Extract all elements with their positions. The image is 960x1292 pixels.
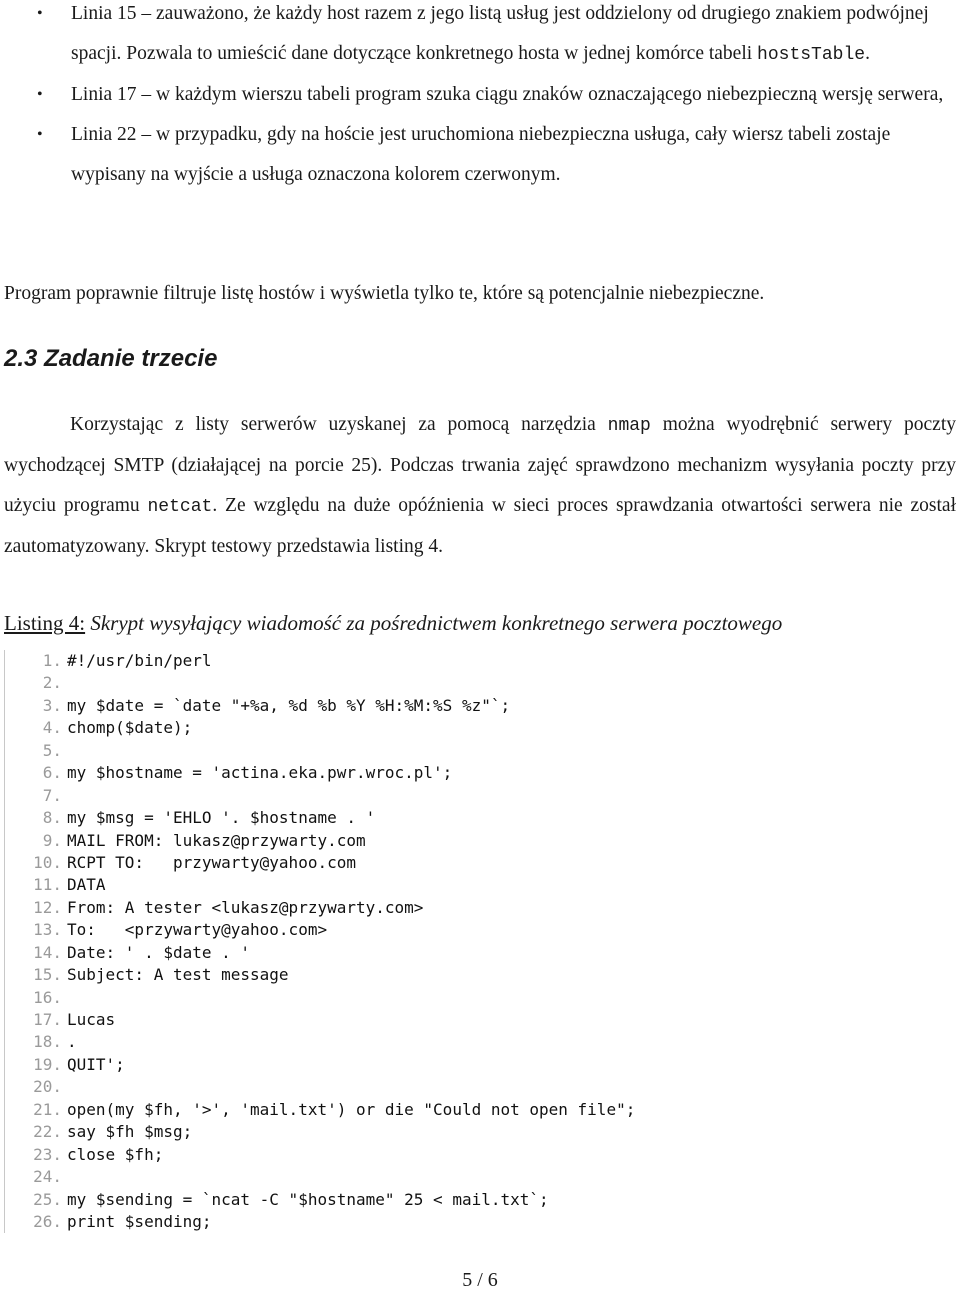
bullet-text: – w przypadku, gdy na hoście jest uruchomiona niebezpieczna usługa, cały wiersz tabeli zostaje wypisany na wyjście a usługa oznaczona kolorem czerwonym. [71, 124, 891, 185]
code-line [5, 1166, 905, 1188]
code-text: Lucas [67, 1010, 116, 1029]
line-number: 7. [42, 785, 62, 805]
line-number: 17. [33, 1010, 62, 1029]
code-line [5, 874, 905, 896]
line-number: 6. [42, 763, 62, 783]
summary-paragraph: Program poprawnie filtruje listę hostów i wyświetla tylko te, które są potencjalnie niebezpieczne. [4, 283, 765, 304]
line-number: 21. [33, 1099, 62, 1119]
line-number: 3. [42, 695, 62, 715]
code-text: chomp($date); [67, 718, 193, 738]
inline-code: hostsTable [757, 45, 866, 65]
bullet-dot-icon: • [37, 126, 43, 143]
code-listing [4, 650, 905, 1233]
code-text: . [67, 1032, 77, 1052]
code-line [5, 897, 905, 919]
code-text: Date: ' . $date . ' [67, 942, 251, 962]
code-line [5, 1211, 905, 1233]
code-text: RCPT TO: przywarty@yahoo.com [67, 852, 356, 872]
code-line [5, 1144, 905, 1166]
code-text: close $fh; [67, 1144, 164, 1164]
line-number: 22. [33, 1122, 62, 1142]
line-number: 16. [33, 987, 62, 1007]
line-number: 5. [42, 740, 62, 760]
bullet-text: – w każdym wierszu tabeli program szuka ciągu znaków oznaczającego niebezpieczną wersję serwera, [136, 84, 944, 105]
line-number: 14. [33, 942, 62, 962]
code-text: Subject: A test message [67, 965, 289, 985]
code-line [5, 807, 905, 829]
line-number: 19. [33, 1054, 62, 1074]
listing-label: Listing 4: [4, 611, 86, 635]
inline-code-netcat: netcat [147, 497, 213, 517]
bullet-dot-icon: • [37, 5, 43, 22]
page-number: 5 / 6 [462, 1269, 498, 1291]
listing-title: Skrypt wysyłający wiadomość za pośrednictwem konkretnego serwera pocztowego [90, 611, 783, 635]
line-number: 20. [33, 1077, 62, 1097]
code-text: my $hostname = 'actina.eka.pwr.wroc.pl'; [67, 763, 453, 783]
line-number: 12. [33, 897, 62, 917]
code-line [5, 942, 905, 964]
code-line [5, 672, 905, 694]
line-number: 18. [33, 1032, 62, 1052]
line-number: 10. [33, 852, 62, 872]
paragraph-text: można wyodrębnić serwery poczty wychodzącej SMTP (działającej na porcie 25). Podczas trwania zajęć sprawdzono mechanizm wysyłania poczty przy użyciu programu [4, 414, 956, 516]
code-line [5, 785, 905, 807]
bullet-dot-icon: • [37, 86, 43, 103]
inline-code-nmap: nmap [607, 416, 651, 436]
bullet-label: Linia 15 [71, 3, 137, 24]
paragraph-text: . Ze względu na duże opóźnienia w sieci proces sprawdzania otwartości serwera nie został zautomatyzowany. Skrypt testowy przedstawia listing 4. [4, 495, 956, 557]
code-line [5, 964, 905, 986]
code-line [5, 762, 905, 784]
code-line [5, 1076, 905, 1098]
bullet-text: – zauważono, że każdy host razem z jego listą usług jest oddzielony od drugiego znakiem podwójnej spacji. Pozwala to umieścić dane dotyczące konkretnego hosta w jednej komórce tabeli [71, 3, 929, 64]
listing-caption [4, 607, 782, 639]
code-line [5, 1099, 905, 1121]
code-text: MAIL FROM: lukasz@przywarty.com [67, 830, 366, 850]
line-number: 24. [33, 1167, 62, 1187]
paragraph-text: Korzystając z listy serwerów uzyskanej za pomocą narzędzia [70, 414, 608, 435]
code-line [5, 987, 905, 1009]
bullet-item-linia-17 [0, 75, 960, 115]
bullet-text-end: . [865, 43, 870, 64]
code-line [5, 830, 905, 852]
code-text: To: <przywarty@yahoo.com> [67, 920, 328, 940]
line-number: 9. [42, 830, 62, 850]
code-line [5, 650, 905, 672]
line-number: 23. [33, 1144, 62, 1164]
code-line [5, 717, 905, 739]
code-line [5, 1031, 905, 1053]
line-number: 15. [33, 965, 62, 985]
code-text: print $sending; [67, 1211, 212, 1231]
line-number: 25. [33, 1189, 62, 1209]
line-number: 26. [33, 1211, 62, 1231]
bullet-item-linia-15 [0, 0, 960, 75]
code-text: #!/usr/bin/perl [67, 651, 212, 670]
code-text: open(my $fh, '>', 'mail.txt') or die "Could not open file"; [67, 1099, 636, 1119]
line-number: 11. [33, 875, 62, 895]
code-line [5, 740, 905, 762]
bullet-list [0, 0, 960, 195]
code-text: From: A tester <lukasz@przywarty.com> [67, 897, 424, 917]
code-line [5, 1121, 905, 1143]
code-text: my $sending = `ncat -C "$hostname" 25 < mail.txt`; [67, 1189, 549, 1209]
code-line [5, 919, 905, 941]
code-line [5, 852, 905, 874]
code-text: my $msg = 'EHLO '. $hostname . ' [67, 808, 376, 828]
body-paragraph [4, 405, 956, 567]
code-line [5, 1009, 905, 1031]
bullet-label: Linia 22 [71, 124, 137, 145]
bullet-label: Linia 17 [71, 84, 137, 105]
code-text: DATA [67, 875, 106, 895]
code-text: my $date = `date "+%a, %d %b %Y %H:%M:%S %z"`; [67, 695, 511, 715]
section-heading: 2.3 Zadanie trzecie [4, 345, 218, 372]
line-number: 8. [42, 808, 62, 828]
code-text: QUIT'; [67, 1054, 125, 1074]
line-number: 2. [42, 673, 62, 693]
code-line [5, 695, 905, 717]
line-number: 4. [42, 718, 62, 738]
line-number: 13. [33, 920, 62, 940]
line-number: 1. [42, 651, 62, 670]
code-line [5, 1189, 905, 1211]
code-line [5, 1054, 905, 1076]
bullet-item-linia-22 [0, 115, 960, 195]
code-text: say $fh $msg; [67, 1122, 193, 1142]
